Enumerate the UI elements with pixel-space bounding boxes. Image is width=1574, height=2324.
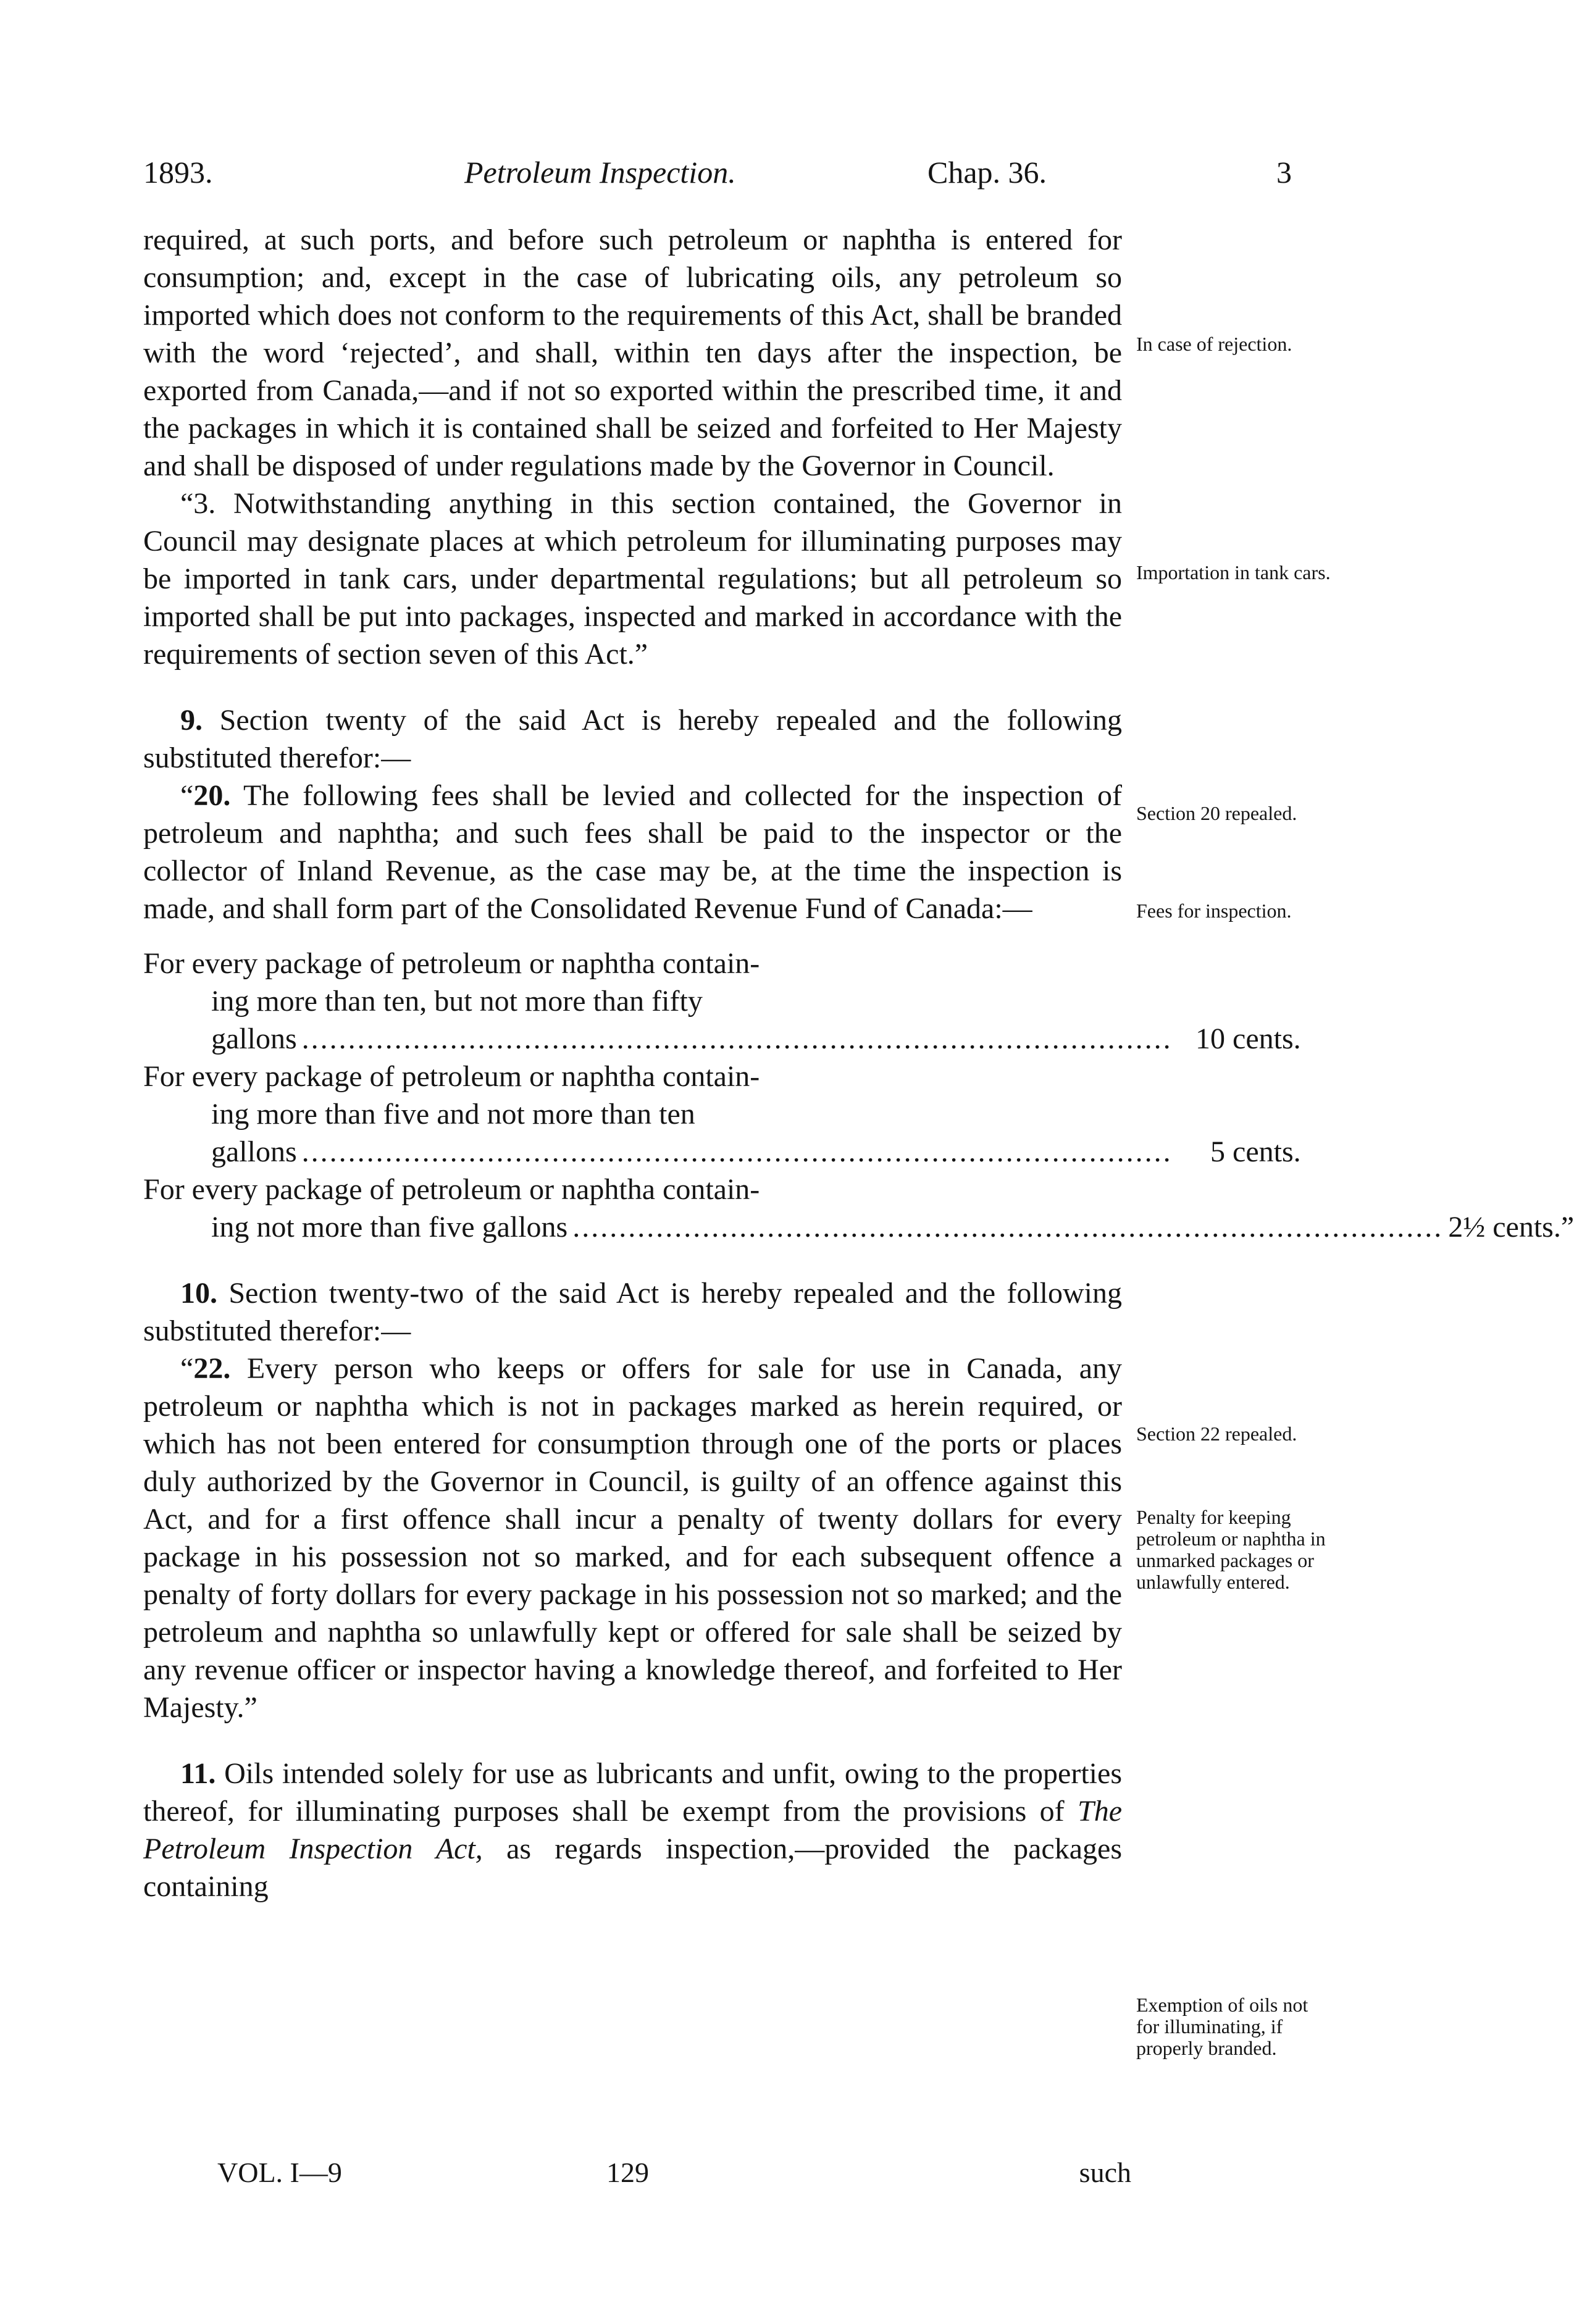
section-9 [143,701,1122,777]
section-20 [143,777,1122,927]
section-10-number: 10. [180,1277,217,1310]
fee-item-label: gallons [211,1135,297,1168]
fee-item-line: For every package of petroleum or naphtha contain- [143,947,760,980]
paragraph-subsection-3: “3. Notwithstanding anything in this section contained, the Governor in Council may designate places at which petroleum for illuminating purposes may be imported in tank cars, under departmental regulations; but all petroleum so imported shall be put into packages, inspected and marked in accordance with the requirements of section seven of this Act.” [143,487,1122,671]
paragraph-continuation: required, at such ports, and before such petroleum or naphtha is entered for consumption; and, except in the case of lubricating oils, any petroleum so imported which does not conform to the requirements of this Act, shall be branded with the word ‘rejected’, and shall, within ten days after the inspection, be exported from Canada,—and if not so exported within the prescribed time, it and the packages in which it is contained shall be seized and forfeited to Her Majesty and shall be disposed of under regulations made by the Governor in Council. [143,224,1122,482]
header-title: Petroleum Inspection. [464,155,736,190]
fee-item-total-line [143,1208,1574,1246]
fee-item-label: ing not more than five gallons [211,1211,568,1244]
section-22-text: Every person who keeps or offers for sale for use in Canada, any petroleum or naphtha which is not in packages marked as herein required, or which has not been entered for consumption through one of the ports or places duly authorized by the Governor in Council, is guilty of an offence against this Act, and for a first offence shall incur a penalty of twenty dollars for every package in his possession not so marked, and for each subsequent offence a penalty of forty dollars for every package in his possession not so marked; and the petroleum and naphtha so unlawfully kept or offered for sale shall be seized by any revenue officer or inspector having a knowledge thereof, and forfeited to Her Majesty.” [143,1352,1123,1724]
section-22 [143,1350,1122,1726]
section-10 [143,1274,1122,1350]
fee-item-line: ing more than ten, but not more than fifty [211,985,703,1018]
margin-note: Fees for inspection. [1136,900,1292,922]
fee-item-total-line [143,1020,1301,1058]
section-10-text: Section twenty-two of the said Act is hereby repealed and the following substituted therefor:— [143,1277,1123,1347]
fee-amount: 2½ cents.” [1448,1211,1574,1244]
margin-note: Exemption of oils not for illuminating, if properly branded. [1136,1994,1308,2059]
margin-note: Importation in tank cars. [1136,561,1331,583]
fee-item-line: ing more than five and not more than ten [211,1098,695,1131]
header-page-number: 3 [1276,155,1292,190]
section-9-number: 9. [180,704,203,737]
margin-note: Section 22 repealed. [1136,1423,1297,1445]
fee-item [143,1171,1574,1246]
running-header [143,154,1292,198]
volume-signature: VOL. I—9 [217,2157,342,2188]
fee-item [143,1058,1301,1171]
page-number: 129 [606,2157,649,2188]
fee-item-line: For every package of petroleum or naphtha contain- [143,1173,760,1206]
fee-item-label: gallons [211,1022,297,1055]
section-20-text: The following fees shall be levied and collected for the inspection of petroleum and naphtha; and such fees shall be paid to the inspector or the collector of Inland Revenue, as the case may be, at the time the inspection is made, and shall form part of the Consolidated Revenue Fund of Canada:— [143,779,1123,925]
fee-item-total-line [143,1133,1301,1171]
dot-leader: .............................................................................................. [572,1211,1444,1244]
section-11-text: Oils intended solely for use as lubricants and unfit, owing to the properties thereof, for illuminating purposes shall be exempt from the provisions of [143,1757,1123,1828]
fee-amount: 5 cents. [1210,1135,1301,1168]
section-11-text-cont: as regards inspection,—provided the packages containing [143,1833,1123,1903]
margin-note: Penalty for keeping petroleum or naphtha in unmarked packages or unlawfully entered. [1136,1506,1326,1593]
dot-leader: .............................................................................................. [301,1135,1173,1168]
section-11-number: 11. [180,1757,216,1790]
section-11 [143,1755,1122,1905]
fee-item [143,945,1301,1058]
open-quote: “ [180,779,194,812]
header-year: 1893. [143,155,213,190]
section-20-number: 20. [193,779,231,812]
fee-amount: 10 cents. [1195,1022,1301,1055]
header-chapter: Chap. 36. [927,155,1047,190]
catchword: such [1079,2157,1131,2188]
fee-item-line: For every package of petroleum or naphtha contain- [143,1060,760,1093]
open-quote: “ [180,1352,194,1385]
section-22-number: 22. [193,1352,231,1385]
margin-note: In case of rejection. [1136,333,1292,355]
margin-note: Section 20 repealed. [1136,802,1297,824]
dot-leader: .............................................................................................. [301,1022,1173,1055]
act-title: The Petroleum Inspection Act, [143,1795,1123,1865]
page-footer [143,2156,1131,2199]
section-9-text: Section twenty of the said Act is hereby repealed and the following substituted therefor:— [143,704,1123,774]
